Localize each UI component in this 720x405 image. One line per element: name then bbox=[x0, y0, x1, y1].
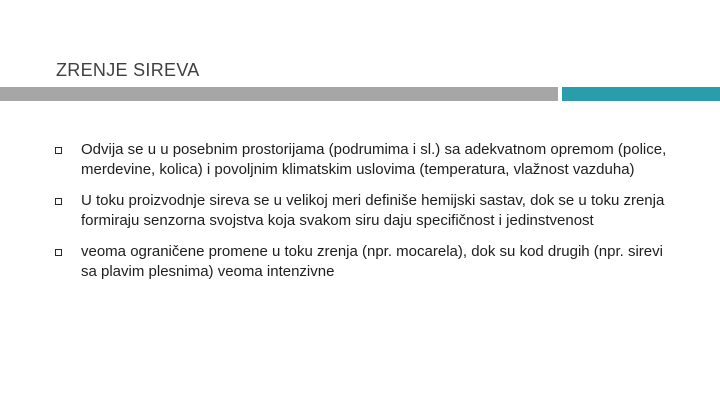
title-underline-teal-bar bbox=[562, 87, 720, 101]
bullet-text: U toku proizvodnje sireva se u velikoj meri definiše hemijski sastav, dok se u toku zrenja formiraju senzorna svojstva koja svakom siru daju specifičnost i jedinstvenost bbox=[81, 192, 665, 229]
square-bullet-icon bbox=[55, 147, 62, 154]
square-bullet-icon bbox=[55, 198, 62, 205]
bullet-item bbox=[55, 140, 675, 180]
bullet-list bbox=[55, 140, 675, 282]
bullet-item bbox=[55, 242, 675, 282]
bullet-text: veoma ograničene promene u toku zrenja (npr. mocarela), dok su kod drugih (npr. sirevi sa plavim plesnima) veoma intenzivne bbox=[81, 243, 663, 280]
bullet-item bbox=[55, 191, 675, 231]
slide-title: ZRENJE SIREVA bbox=[56, 60, 200, 80]
square-bullet-icon bbox=[55, 249, 62, 256]
bullet-text: Odvija se u u posebnim prostorijama (podrumima i sl.) sa adekvatnom opremom (police, merdevine, kolica) i povoljnim klimatskim uslovima (temperatura, vlažnost vazduha) bbox=[81, 141, 667, 178]
title-underline-gray-bar bbox=[0, 87, 558, 101]
